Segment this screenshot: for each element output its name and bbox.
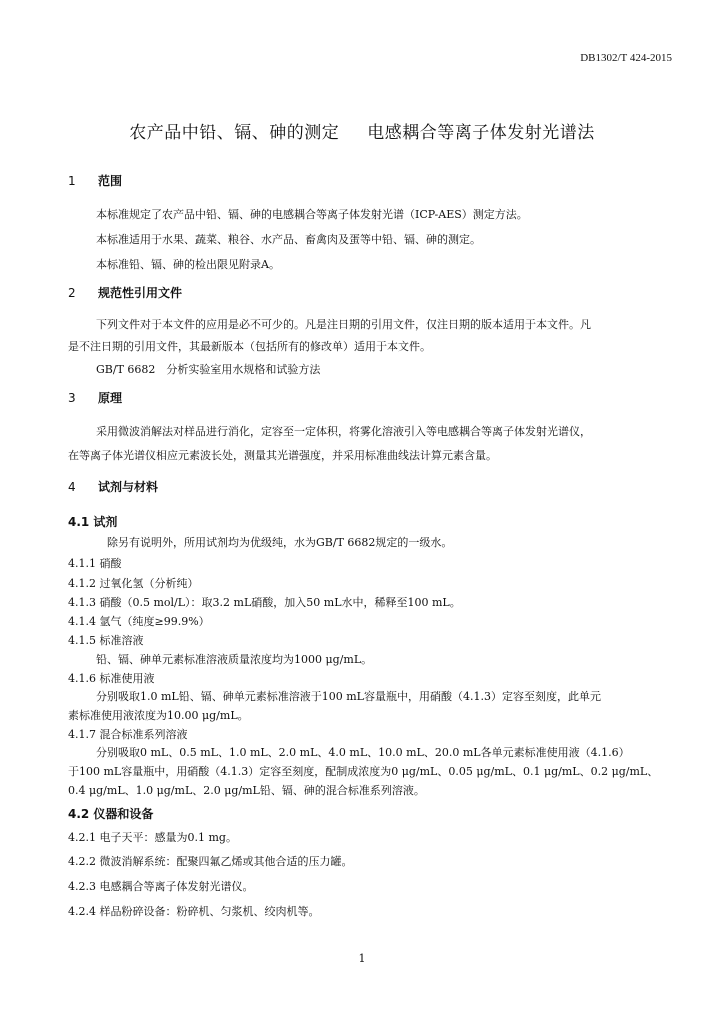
subsection-4-2-heading: 4.2 仪器和设备	[68, 807, 154, 821]
section-1-heading: 1 范围	[68, 174, 123, 188]
item-4-2-3: 4.2.3 电感耦合等离子体发射光谱仪。	[68, 880, 254, 893]
item-4-1-7-line-1: 分别吸取0 mL、0.5 mL、1.0 mL、2.0 mL、4.0 mL、10.0 mL、20.0 mL各单元素标准使用液（4.1.6）	[96, 746, 630, 759]
s3-paragraph-line-1: 采用微波消解法对样品进行消化，定容至一定体积，将雾化溶液引入等电感耦合等离子体发射光谱仪，	[96, 425, 591, 438]
s41-paragraph: 除另有说明外，所用试剂均为优级纯，水为GB/T 6682规定的一级水。	[107, 536, 453, 549]
section-4-heading: 4 试剂与材料	[68, 480, 159, 494]
s2-paragraph-line-2: 是不注日期的引用文件，其最新版本（包括所有的修改单）适用于本文件。	[68, 340, 431, 353]
s3-paragraph-line-2: 在等离子体光谱仪相应元素波长处，测量其光谱强度，并采用标准曲线法计算元素含量。	[68, 449, 497, 462]
title-main: 农产品中铅、镉、砷的测定	[129, 123, 340, 143]
document-id: DB1302/T 424-2015	[580, 52, 672, 64]
section-3-heading: 3 原理	[68, 391, 123, 405]
item-4-1-4: 4.1.4 氩气（纯度≥99.9%）	[68, 615, 210, 628]
s1-paragraph-1: 本标准规定了农产品中铅、镉、砷的电感耦合等离子体发射光谱（ICP-AES）测定方法。	[96, 208, 528, 221]
item-4-1-7-line-3: 0.4 μg/mL、1.0 μg/mL、2.0 μg/mL铅、镉、砷的混合标准系列溶液。	[68, 784, 425, 797]
item-4-2-4: 4.2.4 样品粉碎设备：粉碎机、匀浆机、绞肉机等。	[68, 905, 320, 918]
item-4-1-6-line-2: 素标准使用液浓度为10.00 μg/mL。	[68, 709, 249, 722]
s1-paragraph-2: 本标准适用于水果、蔬菜、粮谷、水产品、畜禽肉及蛋等中铅、镉、砷的测定。	[96, 233, 481, 246]
item-4-1-5: 4.1.5 标准溶液	[68, 634, 144, 647]
item-4-1-7: 4.1.7 混合标准系列溶液	[68, 728, 188, 741]
item-4-2-1: 4.2.1 电子天平：感量为0.1 mg。	[68, 831, 237, 844]
s2-paragraph-line-1: 下列文件对于本文件的应用是必不可少的。凡是注日期的引用文件，仅注日期的版本适用于本文件。凡	[96, 318, 591, 331]
item-4-2-2: 4.2.2 微波消解系统：配聚四氟乙烯或其他合适的压力罐。	[68, 855, 353, 868]
item-4-1-6-line-1: 分别吸取1.0 mL铅、镉、砷单元素标准溶液于100 mL容量瓶中，用硝酸（4.1.3）定容至刻度，此单元	[96, 690, 601, 703]
item-4-1-2: 4.1.2 过氧化氢（分析纯）	[68, 577, 199, 590]
normative-reference: GB/T 6682 分析实验室用水规格和试验方法	[96, 363, 321, 376]
subsection-4-1-heading: 4.1 试剂	[68, 515, 118, 529]
section-2-heading: 2 规范性引用文件	[68, 286, 183, 300]
item-4-1-3: 4.1.3 硝酸（0.5 mol/L）：取3.2 mL硝酸，加入50 mL水中，稀释至100 mL。	[68, 596, 461, 609]
item-4-1-5-text: 铅、镉、砷单元素标准溶液质量浓度均为1000 μg/mL。	[96, 653, 373, 666]
item-4-1-6: 4.1.6 标准使用液	[68, 672, 155, 685]
page-title	[0, 118, 724, 143]
title-method: 电感耦合等离子体发射光谱法	[367, 123, 595, 143]
page-number: 1	[358, 952, 366, 965]
item-4-1-1: 4.1.1 硝酸	[68, 557, 122, 570]
item-4-1-7-line-2: 于100 mL容量瓶中，用硝酸（4.1.3）定容至刻度，配制成浓度为0 μg/mL、0.05 μg/mL、0.1 μg/mL、0.2 μg/mL、	[68, 765, 659, 778]
s1-paragraph-3: 本标准铅、镉、砷的检出限见附录A。	[96, 258, 280, 271]
